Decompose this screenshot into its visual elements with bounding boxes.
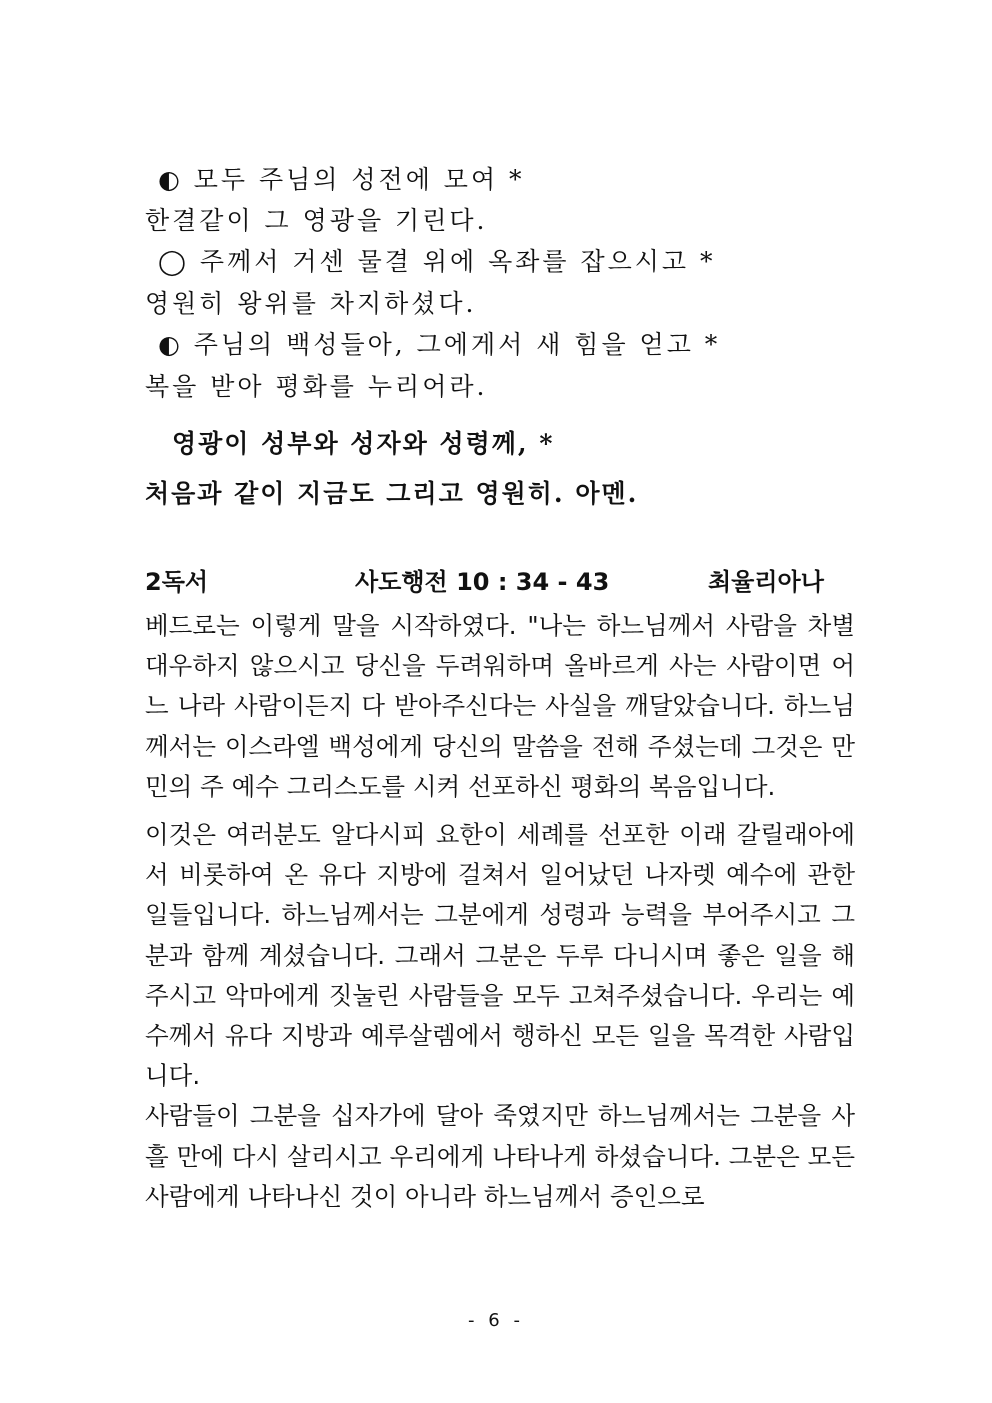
reading-header	[145, 562, 845, 602]
reader-name: 최율리아나	[708, 568, 824, 596]
doxology-line: 영광이 성부와 성자와 성령께, *	[172, 429, 555, 458]
page-number: - 6 -	[468, 1310, 524, 1331]
reading-text	[145, 606, 855, 1217]
psalm-verse-line: ◯ 주께서 거센 물결 위에 옥좌를 잡으시고 *	[158, 247, 716, 276]
scripture-reference: 사도행전 10 : 34 - 43	[355, 568, 610, 596]
psalm-verse-line: 영원히 왕위를 차지하셨다.	[145, 289, 477, 318]
psalm-verse-line: ◐ 모두 주님의 성전에 모여 *	[158, 165, 525, 194]
psalm-verse-line: ◐ 주님의 백성들아, 그에게서 새 힘을 얻고 *	[158, 330, 721, 359]
psalm-verse-line: 복을 받아 평화를 누리어라.	[145, 372, 488, 401]
reading-paragraph: 사람들이 그분을 십자가에 달아 죽였지만 하느님께서는 그분을 사흘 만에 다시 살리시고 우리에게 나타나게 하셨습니다. 그분은 모든 사람에게 나타나신 것이 아니라 하느님께서 증인으로	[145, 1101, 855, 1211]
doxology-line: 처음과 같이 지금도 그리고 영원히. 아멘.	[145, 479, 639, 508]
reading-paragraph: 베드로는 이렇게 말을 시작하였다. "나는 하느님께서 사람을 차별대우하지 않으시고 당신을 두려워하며 올바르게 사는 사람이면 어느 나라 사람이든지 다 받아주신다는 사실을 깨달았습니다. 하느님께서는 이스라엘 백성에게 당신의 말씀을 전해 주셨는데 그것은 만민의 주 예수 그리스도를 시켜 선포하신 평화의 복음입니다.	[145, 611, 855, 801]
reading-label: 2독서	[145, 568, 209, 596]
psalm-verse-line: 한결같이 그 영광을 기린다.	[145, 206, 488, 235]
reading-paragraph: 이것은 여러분도 알다시피 요한이 세례를 선포한 이래 갈릴래아에서 비롯하여 온 유다 지방에 걸쳐서 일어났던 나자렛 예수에 관한 일들입니다. 하느님께서는 그분에게 성령과 능력을 부어주시고 그분과 함께 계셨습니다. 그래서 그분은 두루 다니시며 좋은 일을 해주시고 악마에게 짓눌린 사람들을 모두 고쳐주셨습니다. 우리는 예수께서 유다 지방과 예루살렘에서 행하신 모든 일을 목격한 사람입니다.	[145, 820, 855, 1091]
